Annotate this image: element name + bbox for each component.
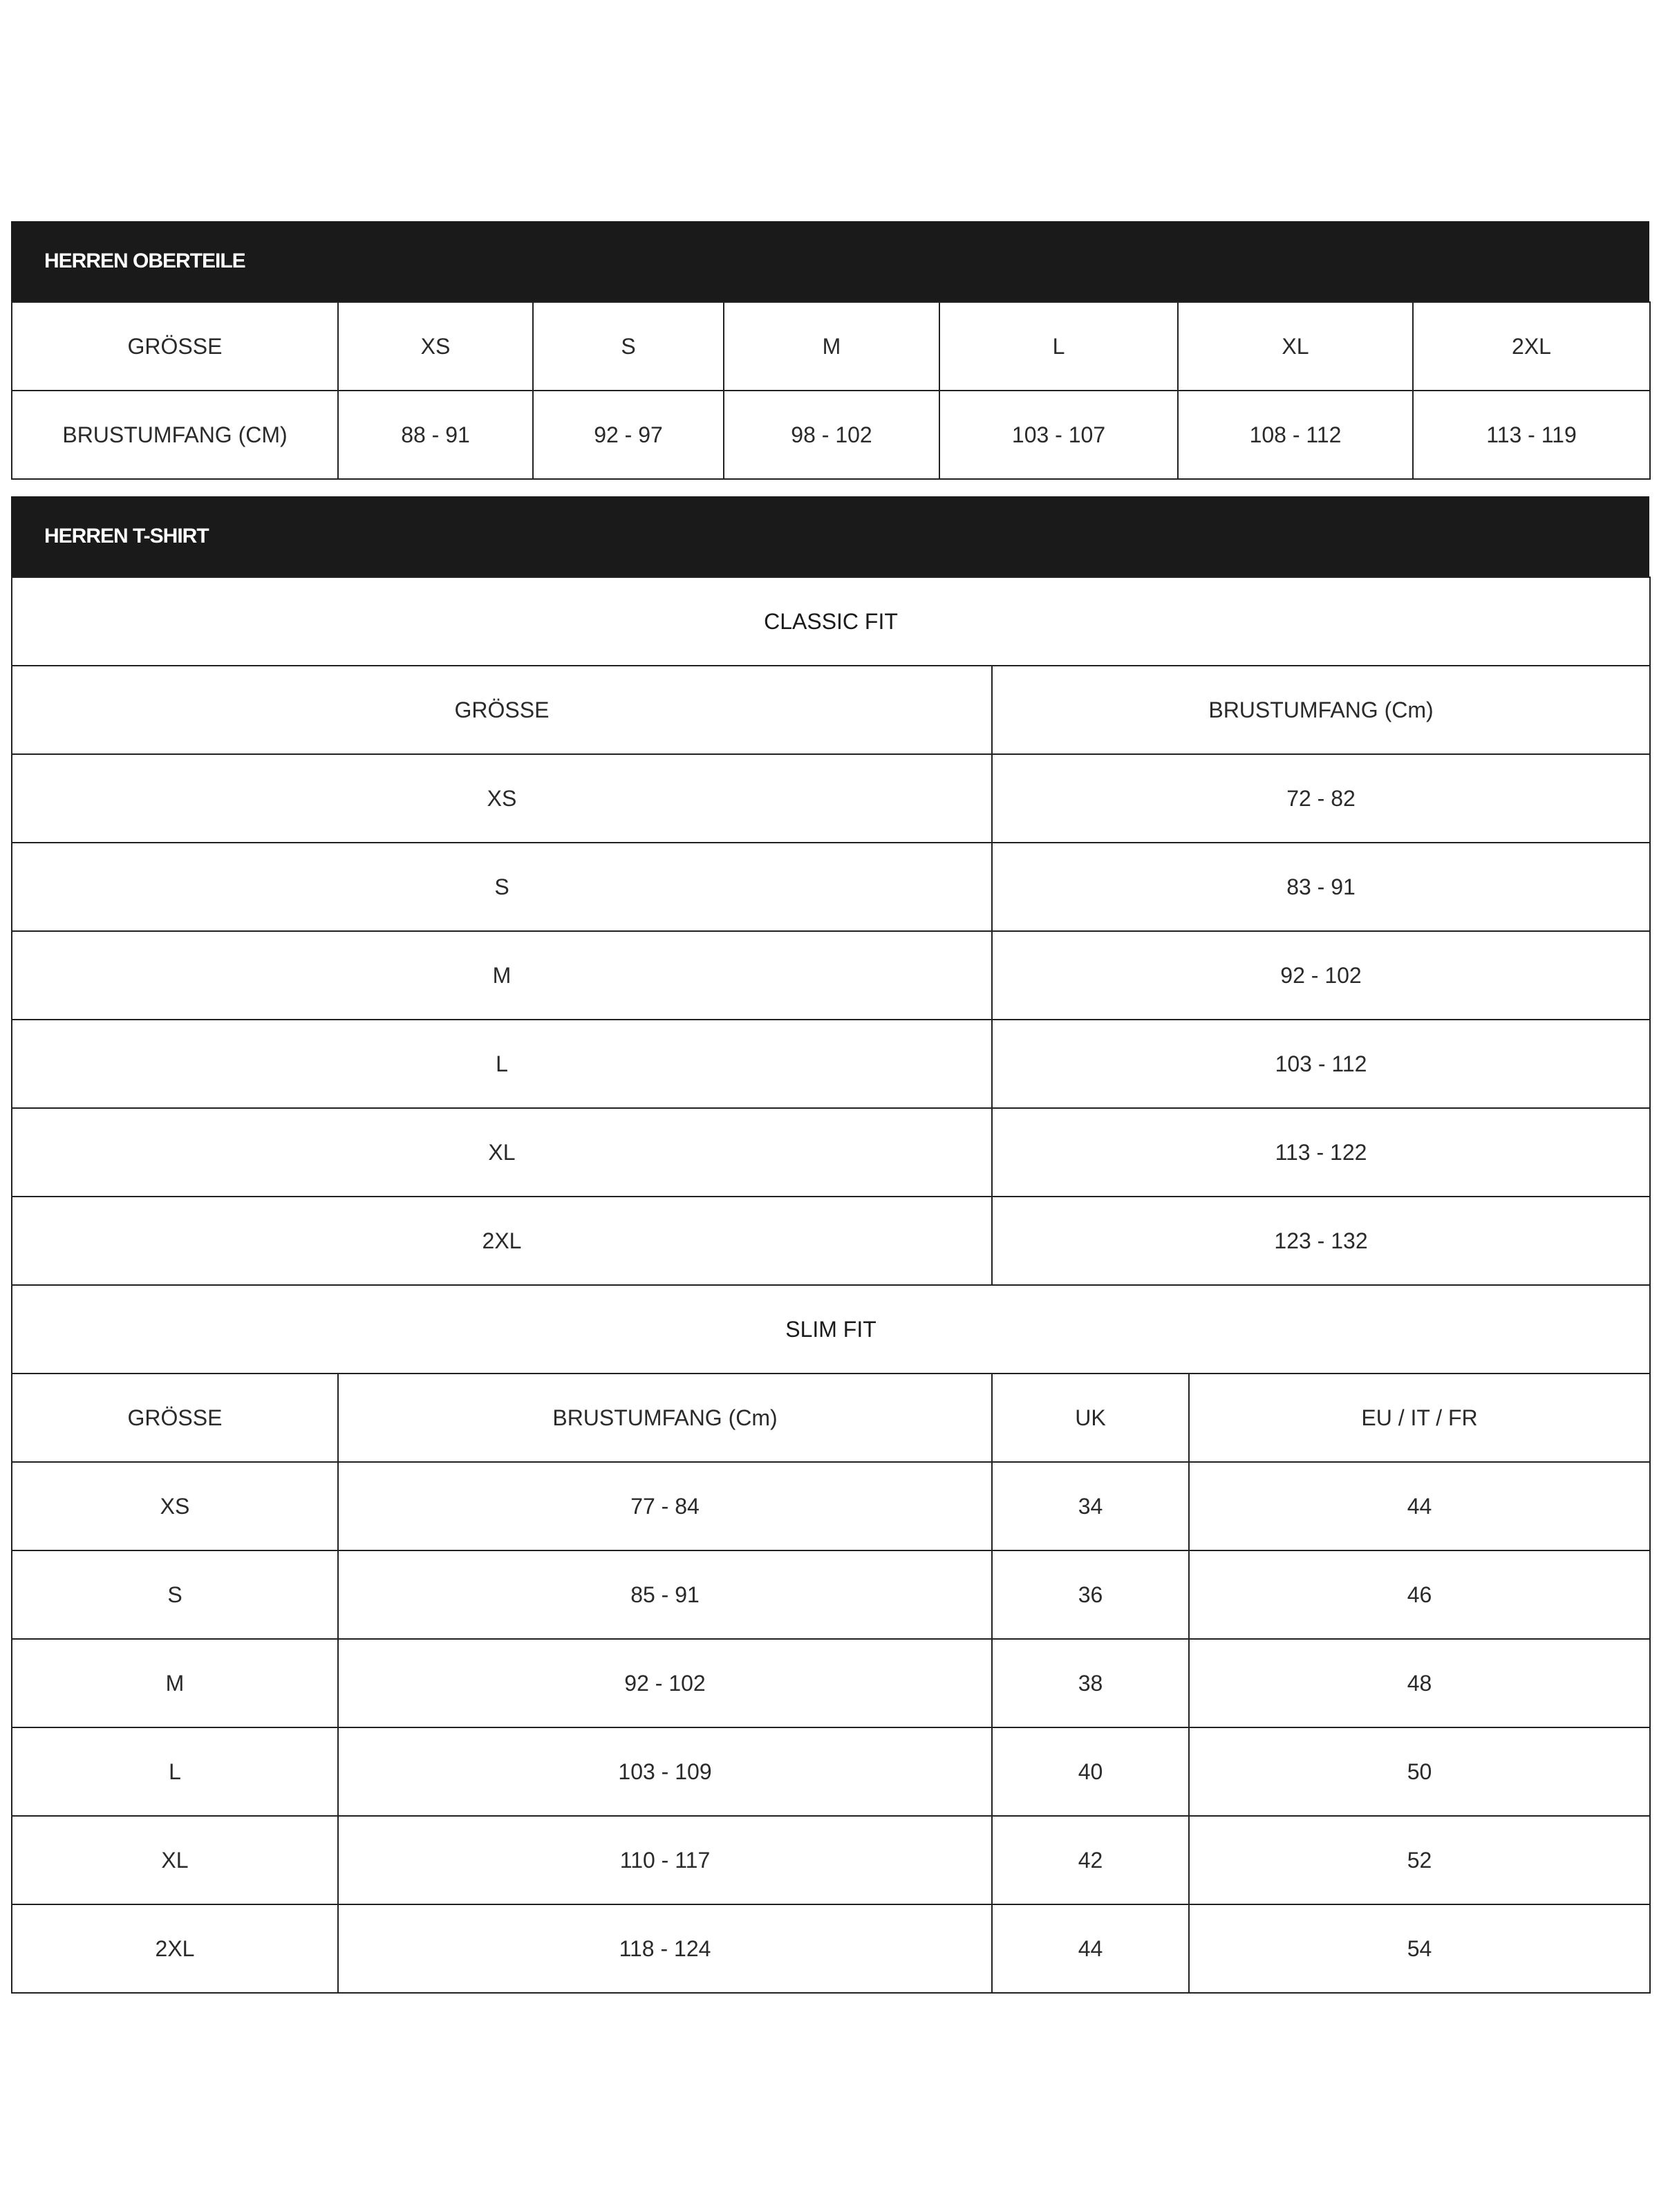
table-header-row — [12, 1374, 1650, 1462]
table-cell: XL — [12, 1816, 338, 1904]
table-row — [12, 1108, 1650, 1197]
section-herren-tshirt — [11, 496, 1649, 1994]
table-row — [12, 391, 1650, 479]
table-row — [12, 1462, 1650, 1550]
table-row — [12, 1550, 1650, 1639]
table-cell: 113 - 119 — [1413, 391, 1650, 479]
table-cell: 77 - 84 — [338, 1462, 992, 1550]
table-cell: 44 — [1189, 1462, 1650, 1550]
table-row — [12, 1197, 1650, 1285]
table-cell: 88 - 91 — [338, 391, 533, 479]
classic-fit-title-row — [12, 577, 1650, 666]
table-row — [12, 1904, 1650, 1993]
header-cell: UK — [992, 1374, 1189, 1462]
table-header-row — [12, 666, 1650, 754]
table-cell: 98 - 102 — [724, 391, 939, 479]
table-cell: 103 - 107 — [939, 391, 1178, 479]
classic-fit-title: CLASSIC FIT — [12, 577, 1650, 666]
table-cell: 36 — [992, 1550, 1189, 1639]
section-herren-oberteile — [11, 221, 1649, 480]
header-cell: XL — [1178, 302, 1413, 391]
table-cell: S — [12, 843, 992, 931]
table-cell: 54 — [1189, 1904, 1650, 1993]
table-cell: M — [12, 931, 992, 1020]
table-row — [12, 843, 1650, 931]
table-cell: S — [12, 1550, 338, 1639]
table-cell: 38 — [992, 1639, 1189, 1727]
header-cell: BRUSTUMFANG (Cm) — [992, 666, 1650, 754]
table-cell: 103 - 112 — [992, 1020, 1650, 1108]
slim-fit-title: SLIM FIT — [12, 1285, 1650, 1374]
table-cell: 40 — [992, 1727, 1189, 1816]
table-row — [12, 931, 1650, 1020]
table-cell: L — [12, 1727, 338, 1816]
table-cell: 92 - 102 — [338, 1639, 992, 1727]
table-cell: 103 - 109 — [338, 1727, 992, 1816]
table-cell: XL — [12, 1108, 992, 1197]
table-cell: 92 - 102 — [992, 931, 1650, 1020]
table-cell: 108 - 112 — [1178, 391, 1413, 479]
table-cell: 110 - 117 — [338, 1816, 992, 1904]
table-cell: 48 — [1189, 1639, 1650, 1727]
table-row — [12, 1727, 1650, 1816]
header-cell: S — [533, 302, 724, 391]
table-cell: 92 - 97 — [533, 391, 724, 479]
oberteile-size-table — [11, 301, 1651, 480]
slim-fit-title-row — [12, 1285, 1650, 1374]
header-cell: EU / IT / FR — [1189, 1374, 1650, 1462]
table-row — [12, 1639, 1650, 1727]
table-cell: 113 - 122 — [992, 1108, 1650, 1197]
header-cell: M — [724, 302, 939, 391]
header-cell: L — [939, 302, 1178, 391]
section-title: HERREN OBERTEILE — [11, 221, 1649, 301]
section-title: HERREN T-SHIRT — [11, 496, 1649, 577]
table-cell: 50 — [1189, 1727, 1650, 1816]
table-cell: 2XL — [12, 1904, 338, 1993]
header-cell: GRÖSSE — [12, 1374, 338, 1462]
table-cell: M — [12, 1639, 338, 1727]
table-cell: 46 — [1189, 1550, 1650, 1639]
header-cell: GRÖSSE — [12, 302, 338, 391]
table-cell: 72 - 82 — [992, 754, 1650, 843]
table-cell: 83 - 91 — [992, 843, 1650, 931]
table-cell: XS — [12, 754, 992, 843]
table-cell: XS — [12, 1462, 338, 1550]
classic-fit-table — [11, 577, 1651, 1286]
header-cell: BRUSTUMFANG (Cm) — [338, 1374, 992, 1462]
table-header-row — [12, 302, 1650, 391]
table-cell: L — [12, 1020, 992, 1108]
slim-fit-table — [11, 1284, 1651, 1994]
table-cell: 44 — [992, 1904, 1189, 1993]
table-cell: 123 - 132 — [992, 1197, 1650, 1285]
table-cell: 85 - 91 — [338, 1550, 992, 1639]
table-cell: 52 — [1189, 1816, 1650, 1904]
table-cell: 34 — [992, 1462, 1189, 1550]
header-cell: GRÖSSE — [12, 666, 992, 754]
table-row — [12, 1816, 1650, 1904]
table-cell: 2XL — [12, 1197, 992, 1285]
header-cell: XS — [338, 302, 533, 391]
header-cell: 2XL — [1413, 302, 1650, 391]
table-row — [12, 754, 1650, 843]
table-row — [12, 1020, 1650, 1108]
table-cell: 42 — [992, 1816, 1189, 1904]
table-cell: BRUSTUMFANG (CM) — [12, 391, 338, 479]
table-cell: 118 - 124 — [338, 1904, 992, 1993]
